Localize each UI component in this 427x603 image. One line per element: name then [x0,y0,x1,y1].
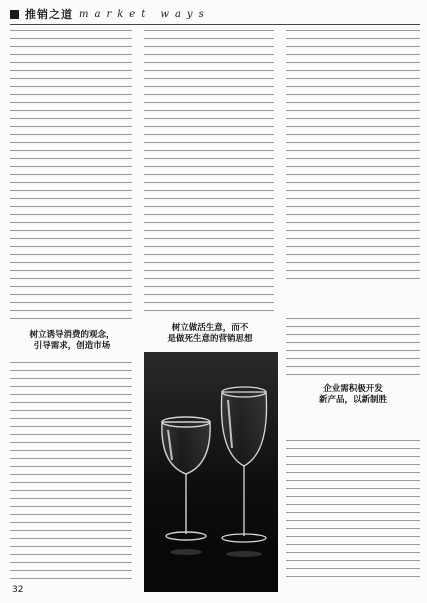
subhead-right-line-2: 新产品，以新制胜 [318,395,387,405]
page-number: 32 [12,585,24,595]
header-rule [10,24,420,25]
subhead-left-line-2: 引导需求，创造市场 [33,341,111,351]
subhead-middle [146,323,274,345]
glassware-still-life-image [144,352,278,592]
square-bullet-icon [10,10,19,19]
subhead-left-line-1: 树立诱导消费的观念， [29,330,115,340]
section-title-en: market ways [79,8,210,20]
body-column-1-bottom [10,362,132,580]
body-column-3 [286,30,420,280]
subhead-middle-line-1: 树立做活生意，而不 [171,323,249,333]
subhead-left [12,330,132,352]
body-column-2 [144,30,274,318]
subhead-right-line-1: 企业需积极开发 [323,384,383,394]
body-column-3-bottom [286,440,420,580]
body-column-1 [10,30,132,320]
running-header [10,6,310,22]
section-title-cn: 推销之道 [25,8,73,21]
subhead-right [288,384,418,406]
body-column-3-middle [286,318,420,376]
subhead-middle-line-2: 是做死生意的营销思想 [167,334,253,344]
